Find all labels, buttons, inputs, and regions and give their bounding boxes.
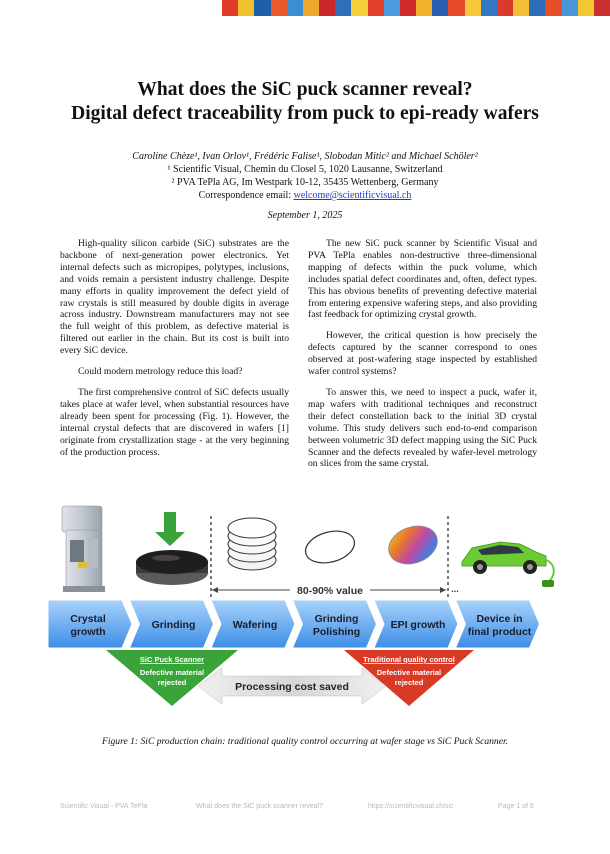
paragraph: The first comprehensive control of SiC defects usually takes place at wafer level, when substantial resources have already been spent for processing (Fig. 1). However, the internal crystal defects that are discovered in wafers [1] originate from crystallization stage - at the very beginning of the production process. bbox=[60, 386, 289, 458]
affiliation-1: ¹ Scientific Visual, Chemin du Closel 5, 1020 Lausanne, Switzerland bbox=[167, 164, 443, 175]
paragraph: High-quality silicon carbide (SiC) substrates are the backbone of next-generation power electronics. Yet internal defects such as micropipes, polytypes, inclusions, and voids remain a persistent industry challenge. Despite many efforts in quality improvement the defect yield of raw crystals is still measured by double digits in average across industry. Downstream manufacturers may not see the full weight of this problem, as defective material is filtered out earlier in the chain. But its cost is built into every SiC device. bbox=[60, 238, 289, 357]
author-block bbox=[0, 150, 610, 202]
header-bar-segment bbox=[545, 0, 561, 16]
header-bar-segment bbox=[432, 0, 448, 16]
title-line-2: Digital defect traceability from puck to epi-ready wafers bbox=[71, 103, 539, 124]
scanner-callout-line1: Defective material bbox=[139, 668, 205, 677]
correspondence bbox=[0, 189, 610, 202]
left-column bbox=[60, 238, 289, 467]
publication-date: September 1, 2025 bbox=[267, 210, 343, 221]
process-step-chevron bbox=[456, 600, 540, 648]
electric-car-illustration bbox=[462, 542, 554, 587]
process-step-label: Grinding bbox=[314, 613, 359, 625]
process-chevrons bbox=[48, 600, 540, 648]
process-step-label: Device in bbox=[476, 613, 523, 625]
header-bar-segment bbox=[497, 0, 513, 16]
header-bar-segment bbox=[319, 0, 335, 16]
process-step-label: Crystal bbox=[70, 613, 106, 625]
email-link[interactable]: welcome@scientificvisual.ch bbox=[293, 190, 412, 201]
header-bar-segment bbox=[594, 0, 610, 16]
sic-puck-illustration bbox=[136, 550, 208, 585]
header-bar-segment bbox=[222, 0, 238, 16]
header-bar-segment bbox=[303, 0, 319, 16]
header-bar-segment bbox=[513, 0, 529, 16]
process-step-label: Grinding bbox=[151, 619, 196, 631]
affiliation-2: ² PVA TePla AG, Im Westpark 10-12, 35435 Wettenberg, Germany bbox=[171, 177, 439, 188]
author-names: Caroline Chèze¹, Ivan Orlov¹, Frédéric Falise¹, Slobodan Mitic² and Michael Schöler² bbox=[132, 151, 478, 162]
paragraph: To answer this, we need to inspect a puck, wafer it, map wafers with traditional techniques and reconstruct their defect constellation back to the initial 3D crystal volume. This study delivers such end-to-end comparison between volumetric 3D defect mapping using the SiC Puck Scanner and the defects revealed by wafer-level metrology on slices from the same crystal. bbox=[308, 386, 537, 470]
traditional-callout-title: Traditional quality control bbox=[363, 655, 455, 664]
header-bar-segment bbox=[529, 0, 545, 16]
green-down-arrow-icon bbox=[155, 512, 185, 546]
header-bar-segment bbox=[335, 0, 351, 16]
header-bar-segment bbox=[448, 0, 464, 16]
decorative-header-bar bbox=[222, 0, 610, 16]
title-line-1: What does the SiC puck scanner reveal? bbox=[137, 79, 473, 100]
scanner-callout-title: SiC Puck Scanner bbox=[139, 655, 205, 664]
footer-left: Scientific Visual - PVA TePla bbox=[60, 803, 148, 810]
header-bar-segment bbox=[287, 0, 303, 16]
cost-saved-arrow bbox=[198, 668, 386, 704]
process-step-label: EPI growth bbox=[390, 619, 446, 631]
process-step-label: Polishing bbox=[312, 626, 361, 638]
process-step-chevron bbox=[48, 600, 132, 648]
paragraph: However, the critical question is how precisely the defects captured by the scanner correspond to ones observed at post-wafering stage inspected by established wafer control systems? bbox=[308, 330, 537, 378]
paragraph: The new SiC puck scanner by Scientific Visual and PVA TePla enables non-destructive three-dimensional mapping of defects within the puck volume, which includes spatial defect coordinates and, often, defect types. This has obvious benefits of preventing defective material from entering expensive wafering steps, and also providing fast feedback for optimizing crystal growth. bbox=[308, 238, 537, 321]
cost-saved-label: Processing cost saved bbox=[235, 681, 349, 693]
traditional-callout-line1: Defective material bbox=[376, 668, 442, 677]
epi-wafer-illustration bbox=[383, 520, 442, 571]
value-span-indicator bbox=[212, 584, 459, 597]
header-bar-segment bbox=[562, 0, 578, 16]
wafer-stack-illustration bbox=[228, 518, 276, 570]
right-column bbox=[308, 238, 537, 479]
header-bar-segment bbox=[384, 0, 400, 16]
header-bar-segment bbox=[238, 0, 254, 16]
header-bar-segment bbox=[271, 0, 287, 16]
header-bar-segment bbox=[254, 0, 270, 16]
header-bar-segment bbox=[465, 0, 481, 16]
process-step-chevron bbox=[293, 600, 377, 648]
process-step-label: final product bbox=[467, 626, 532, 638]
footer-center: What does the SiC puck scanner reveal? bbox=[196, 803, 323, 810]
footer-page-number: Page 1 of 6 bbox=[498, 803, 534, 810]
header-bar-segment bbox=[368, 0, 384, 16]
process-step-chevron bbox=[374, 600, 458, 648]
process-step-label: Wafering bbox=[232, 619, 278, 631]
footer-url: https://scientificvisual.ch/sic bbox=[368, 803, 454, 810]
process-step-label: growth bbox=[70, 626, 106, 638]
process-step-chevron bbox=[211, 600, 295, 648]
process-step-chevron bbox=[130, 600, 214, 648]
figure-caption: Figure 1: SiC production chain: traditional quality control occurring at wafer stage vs SiC Puck Scanner. bbox=[101, 736, 509, 747]
header-bar-segment bbox=[578, 0, 594, 16]
puck-scanner-machine-illustration bbox=[62, 506, 105, 592]
traditional-callout-line2: rejected bbox=[394, 678, 424, 687]
scanner-callout-line2: rejected bbox=[157, 678, 187, 687]
production-chain-figure bbox=[0, 500, 610, 732]
page-title bbox=[0, 78, 610, 126]
header-bar-segment bbox=[481, 0, 497, 16]
header-bar-segment bbox=[400, 0, 416, 16]
paragraph: Could modern metrology reduce this load? bbox=[78, 366, 243, 378]
value-dots: ... bbox=[451, 584, 459, 594]
correspondence-label: Correspondence email: bbox=[198, 190, 294, 201]
header-bar-segment bbox=[416, 0, 432, 16]
polished-wafer-illustration bbox=[302, 526, 358, 568]
value-label: 80-90% value bbox=[297, 585, 363, 597]
header-bar-segment bbox=[351, 0, 367, 16]
